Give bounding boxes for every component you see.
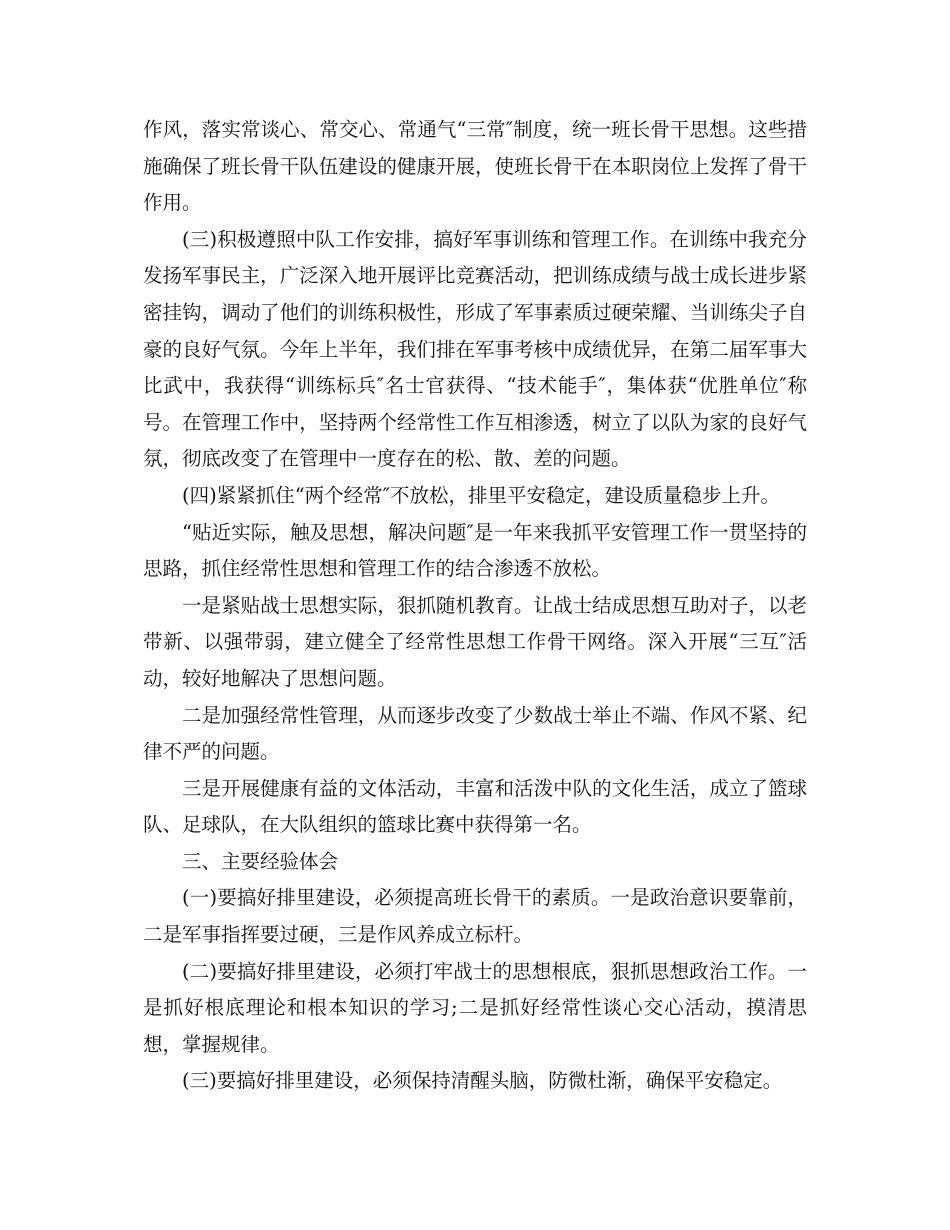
paragraph-4: “贴近实际，触及思想，解决问题″是一年来我抓平安管理工作一贯坚持的思路，抓住经常性思想和管理工作的结合渗透不放松。 bbox=[143, 520, 807, 581]
paragraph-3: (四)紧紧抓住“两个经常″不放松，排里平安稳定，建设质量稳步上升。 bbox=[182, 483, 780, 507]
document-body bbox=[143, 112, 807, 1100]
paragraph-5: 一是紧贴战士思想实际，狠抓随机教育。让战士结成思想互助对子，以老带新、以强带弱，建立健全了经常性思想工作骨干网络。深入开展“三互″活动，较好地解决了思想问题。 bbox=[143, 593, 807, 690]
paragraph-2: (三)积极遵照中队工作安排，搞好军事训练和管理工作。在训练中我充分发扬军事民主，广泛深入地开展评比竞赛活动，把训练成绩与战士成长进步紧密挂钩，调动了他们的训练积极性，形成了军事素质过硬荣耀、当训练尖子自豪的良好气氛。今年上半年，我们排在军事考核中成绩优异，在第二届军事大比武中，我获得“训练标兵″名士官获得、“技术能手″，集体获“优胜单位″称号。在管理工作中，坚持两个经常性工作互相渗透，树立了以队为家的良好气氛，彻底改变了在管理中一度存在的松、散、差的问题。 bbox=[143, 227, 807, 471]
paragraph-7: 三是开展健康有益的文体活动，丰富和活泼中队的文化生活，成立了篮球队、足球队，在大队组织的篮球比赛中获得第一名。 bbox=[143, 776, 807, 837]
paragraph-11: (三)要搞好排里建设，必须保持清醒头脑，防微杜渐，确保平安稳定。 bbox=[182, 1069, 783, 1093]
paragraph-6: 二是加强经常性管理，从而逐步改变了少数战士举止不端、作风不紧、纪律不严的问题。 bbox=[143, 703, 807, 764]
paragraph-9: (一)要搞好排里建设，必须提高班长骨干的素质。一是政治意识要靠前，二是军事指挥要过硬，三是作风养成立标杆。 bbox=[143, 886, 807, 947]
paragraph-10: (二)要搞好排里建设，必须打牢战士的思想根底，狠抓思想政治工作。一是抓好根底理论和根本知识的学习;二是抓好经常性谈心交心活动，摸清思想，掌握规律。 bbox=[143, 959, 807, 1056]
paragraph-1: 作风，落实常谈心、常交心、常通气“三常″制度，统一班长骨干思想。这些措施确保了班长骨干队伍建设的健康开展，使班长骨干在本职岗位上发挥了骨干作用。 bbox=[143, 118, 807, 215]
section-heading-3: 三、主要经验体会 bbox=[182, 849, 339, 873]
